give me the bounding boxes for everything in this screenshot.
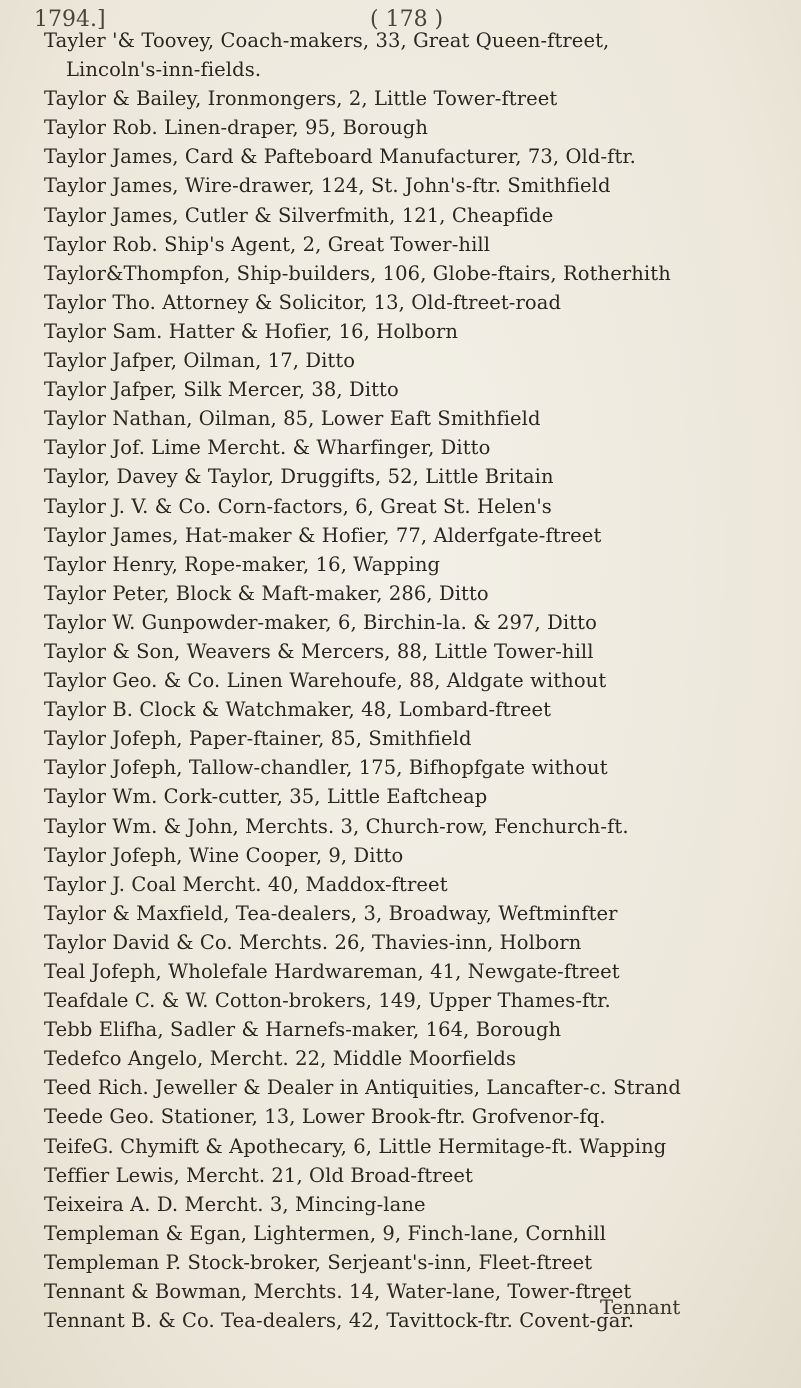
directory-entry: Taylor Wm. & John, Merchts. 3, Church-row, Fenchurch-ft. [44, 814, 629, 838]
directory-entry: Teffier Lewis, Mercht. 21, Old Broad-ftreet [44, 1163, 473, 1187]
directory-entry: Taylor & Son, Weavers & Mercers, 88, Little Tower-hill [44, 639, 594, 663]
directory-entry: Tayler '& Toovey, Coach-makers, 33, Great Queen-ftreet, [44, 29, 610, 52]
directory-entry: Tedefco Angelo, Mercht. 22, Middle Moorfields [44, 1047, 517, 1071]
directory-entry: Taylor James, Hat-maker & Hofier, 77, Alderfgate-ftreet [44, 523, 602, 547]
directory-entry: Taylor David & Co. Merchts. 26, Thavies-inn, Holborn [44, 930, 582, 954]
directory-entry: Taylor Rob. Ship's Agent, 2, Great Tower-hill [44, 232, 491, 256]
directory-entry: Taylor Wm. Cork-cutter, 35, Little Eaftcheap [44, 785, 488, 809]
directory-entry: Tennant & Bowman, Merchts. 14, Water-lane, Tower-ftreet [44, 1280, 632, 1304]
catchword: Tennant [600, 1296, 681, 1319]
directory-entry: Taylor James, Card & Pafteboard Manufacturer, 73, Old-ftr. [44, 145, 636, 169]
directory-entries [44, 26, 784, 1335]
directory-entry: TeifeG. Chymift & Apothecary, 6, Little Hermitage-ft. Wapping [44, 1134, 667, 1158]
directory-entry: Taylor Nathan, Oilman, 85, Lower Eaft Smithfield [44, 407, 541, 431]
directory-entry: Taylor Geo. & Co. Linen Warehoufe, 88, Aldgate without [44, 669, 607, 693]
directory-entry-continuation: Lincoln's-inn-fields. [66, 58, 262, 82]
directory-entry: Taylor, Davey & Taylor, Druggifts, 52, Little Britain [44, 465, 554, 489]
directory-entry: Taylor Jof. Lime Mercht. & Wharfinger, Ditto [44, 436, 491, 460]
directory-entry: Taylor Peter, Block & Maft-maker, 286, Ditto [44, 581, 489, 605]
directory-entry: Taylor Tho. Attorney & Solicitor, 13, Old-ftreet-road [44, 290, 562, 314]
directory-entry: Tebb Elifha, Sadler & Harnefs-maker, 164, Borough [44, 1018, 562, 1042]
directory-entry: Taylor Jofeph, Tallow-chandler, 175, Bifhopfgate without [44, 756, 608, 780]
directory-entry: Taylor Jofeph, Paper-ftainer, 85, Smithfield [44, 727, 472, 751]
directory-entry: Tennant B. & Co. Tea-dealers, 42, Tavittock-ftr. Covent-gar. [44, 1309, 635, 1333]
directory-entry: Taylor B. Clock & Watchmaker, 48, Lombard-ftreet [44, 698, 552, 722]
directory-entry: Taylor & Maxfield, Tea-dealers, 3, Broadway, Weftminfter [44, 901, 618, 925]
directory-entry: Templeman P. Stock-broker, Serjeant's-inn, Fleet-ftreet [44, 1250, 593, 1274]
directory-entry: Taylor J. V. & Co. Corn-factors, 6, Great St. Helen's [44, 494, 552, 518]
directory-entry: Teed Rich. Jeweller & Dealer in Antiquities, Lancafter-c. Strand [44, 1076, 681, 1100]
directory-entry: Teafdale C. & W. Cotton-brokers, 149, Upper Thames-ftr. [44, 989, 611, 1013]
directory-entry: Taylor J. Coal Mercht. 40, Maddox-ftreet [44, 872, 448, 896]
directory-entry: Taylor&Thompfon, Ship-builders, 106, Globe-ftairs, Rotherhith [44, 261, 671, 285]
directory-entry: Taylor James, Wire-drawer, 124, St. John's-ftr. Smithfield [44, 174, 611, 198]
running-head-year: 1794.] [34, 6, 106, 32]
directory-entry: Taylor & Bailey, Ironmongers, 2, Little Tower-ftreet [44, 87, 558, 111]
directory-entry: Taylor Jafper, Oilman, 17, Ditto [44, 349, 356, 373]
directory-entry: Taylor Jofeph, Wine Cooper, 9, Ditto [44, 843, 404, 867]
directory-entry: Taylor Sam. Hatter & Hofier, 16, Holborn [44, 319, 459, 343]
directory-entry: Taylor Rob. Linen-draper, 95, Borough [44, 116, 429, 140]
page-number: ( 178 ) [370, 6, 444, 32]
directory-entry: Teal Jofeph, Wholefale Hardwareman, 41, Newgate-ftreet [44, 960, 620, 983]
directory-entry: Taylor W. Gunpowder-maker, 6, Birchin-la. & 297, Ditto [44, 610, 597, 634]
directory-entry: Teixeira A. D. Mercht. 3, Mincing-lane [44, 1192, 426, 1216]
directory-entry: Teede Geo. Stationer, 13, Lower Brook-ftr. Grofvenor-fq. [44, 1105, 606, 1129]
directory-entry: Taylor Henry, Rope-maker, 16, Wapping [44, 552, 441, 576]
directory-entry: Taylor James, Cutler & Silverfmith, 121, Cheapfide [44, 203, 554, 227]
directory-entry: Taylor Jafper, Silk Mercer, 38, Ditto [44, 378, 399, 402]
directory-entry: Templeman & Egan, Lightermen, 9, Finch-lane, Cornhill [44, 1221, 607, 1245]
